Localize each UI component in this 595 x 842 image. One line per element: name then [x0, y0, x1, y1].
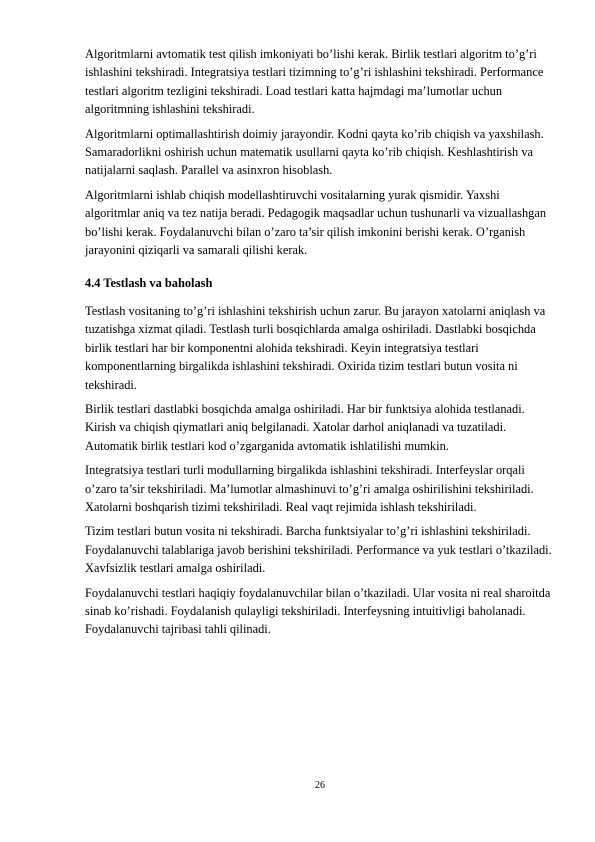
paragraph-testing-intro: Testlash vositaning to’g’ri ishlashini tekshirish uchun zarur. Bu jarayon xatolarni aniqlash va tuzatishga xizmat qiladi. Testlash turli bosqichlarda amalga oshiriladi. Dastlabki bosqichda birlik testlari har bir komponentni alohida tekshiradi. Keyin integratsiya testlari komponentlarning birgalikda ishlashini tekshiradi. Oxirida tizim testlari butun vosita ni tekshiradi.	[85, 303, 546, 392]
paragraph-auto-testing: Algoritmlarni avtomatik test qilish imkoniyati bo’lishi kerak. Birlik testlari algoritm to’g’ri ishlashini tekshiradi. Integratsiya testlari tizimning to’g’ri ishlashini tekshiradi. Performance testlari algoritm tezligini tekshiradi. Load testlari katta hajmdagi ma’lumotlar uchun algoritmning ishlashini tekshiradi.	[85, 47, 544, 117]
paragraph-integration-tests: Integratsiya testlari turli modullarning birgalikda ishlashini tekshiradi. Interfeyslar orqali o’zaro ta’sir tekshiriladi. Ma’lumotlar almashinuvi to’g’ri amalga oshirilishini tekshiriladi. Xatolarni boshqarish tizimi tekshiriladi. Real vaqt rejimida ishlash tekshiriladi.	[85, 463, 534, 514]
paragraph-unit-tests: Birlik testlari dastlabki bosqichda amalga oshiriladi. Har bir funktsiya alohida testlanadi. Kirish va chiqish qiymatlari aniq belgilanadi. Xatolar darhol aniqlanadi va tuzatiladi. Automatik birlik testlari kod o’zgarganida avtomatik ishlatilishi mumkin.	[85, 401, 525, 453]
paragraph-optimization: Algoritmlarni optimallashtirish doimiy jarayondir. Kodni qayta ko’rib chiqish va yaxshilash. Samaradorlikni oshirish uchun matematik usullarni qayta ko’rib chiqish. Keshlashtirish va natijalarni saqlash. Parallel va asinxron hisoblash.	[85, 126, 544, 178]
paragraph-algorithm-development: Algoritmlarni ishlab chiqish modellashtiruvchi vositalarning yurak qismidir. Yaxshi algoritmlar aniq va tez natija beradi. Pedagogik maqsadlar uchun tushunarli va vizuallashgan bo’lishi kerak. Foydalanuvchi bilan o’zaro ta’sir qilish imkonini berishi kerak. O’rganish jarayonini qiziqarli va samarali qilishi kerak.	[85, 187, 547, 258]
paragraph-user-tests: Foydalanuvchi testlari haqiqiy foydalanuvchilar bilan o’tkaziladi. Ular vosita ni real sharoitda sinab ko’rishadi. Foydalanish qulayligi tekshiriladi. Interfeysning intuitivligi baholanadi. Foydalanuvchi tajribasi tahli qilinadi.	[85, 585, 551, 637]
paragraph-system-tests: Tizim testlari butun vosita ni tekshiradi. Barcha funktsiyalar to’g’ri ishlashini tekshiriladi. Foydalanuvchi talablariga javob berishini tekshiriladi. Performance va yuk testlari o’tkaziladi. Xavfsizlik testlari amalga oshiriladi.	[85, 524, 552, 576]
page-number: 26	[315, 780, 325, 791]
page-content	[85, 45, 555, 645]
section-heading: 4.4 Testlash va baholash	[85, 276, 213, 291]
